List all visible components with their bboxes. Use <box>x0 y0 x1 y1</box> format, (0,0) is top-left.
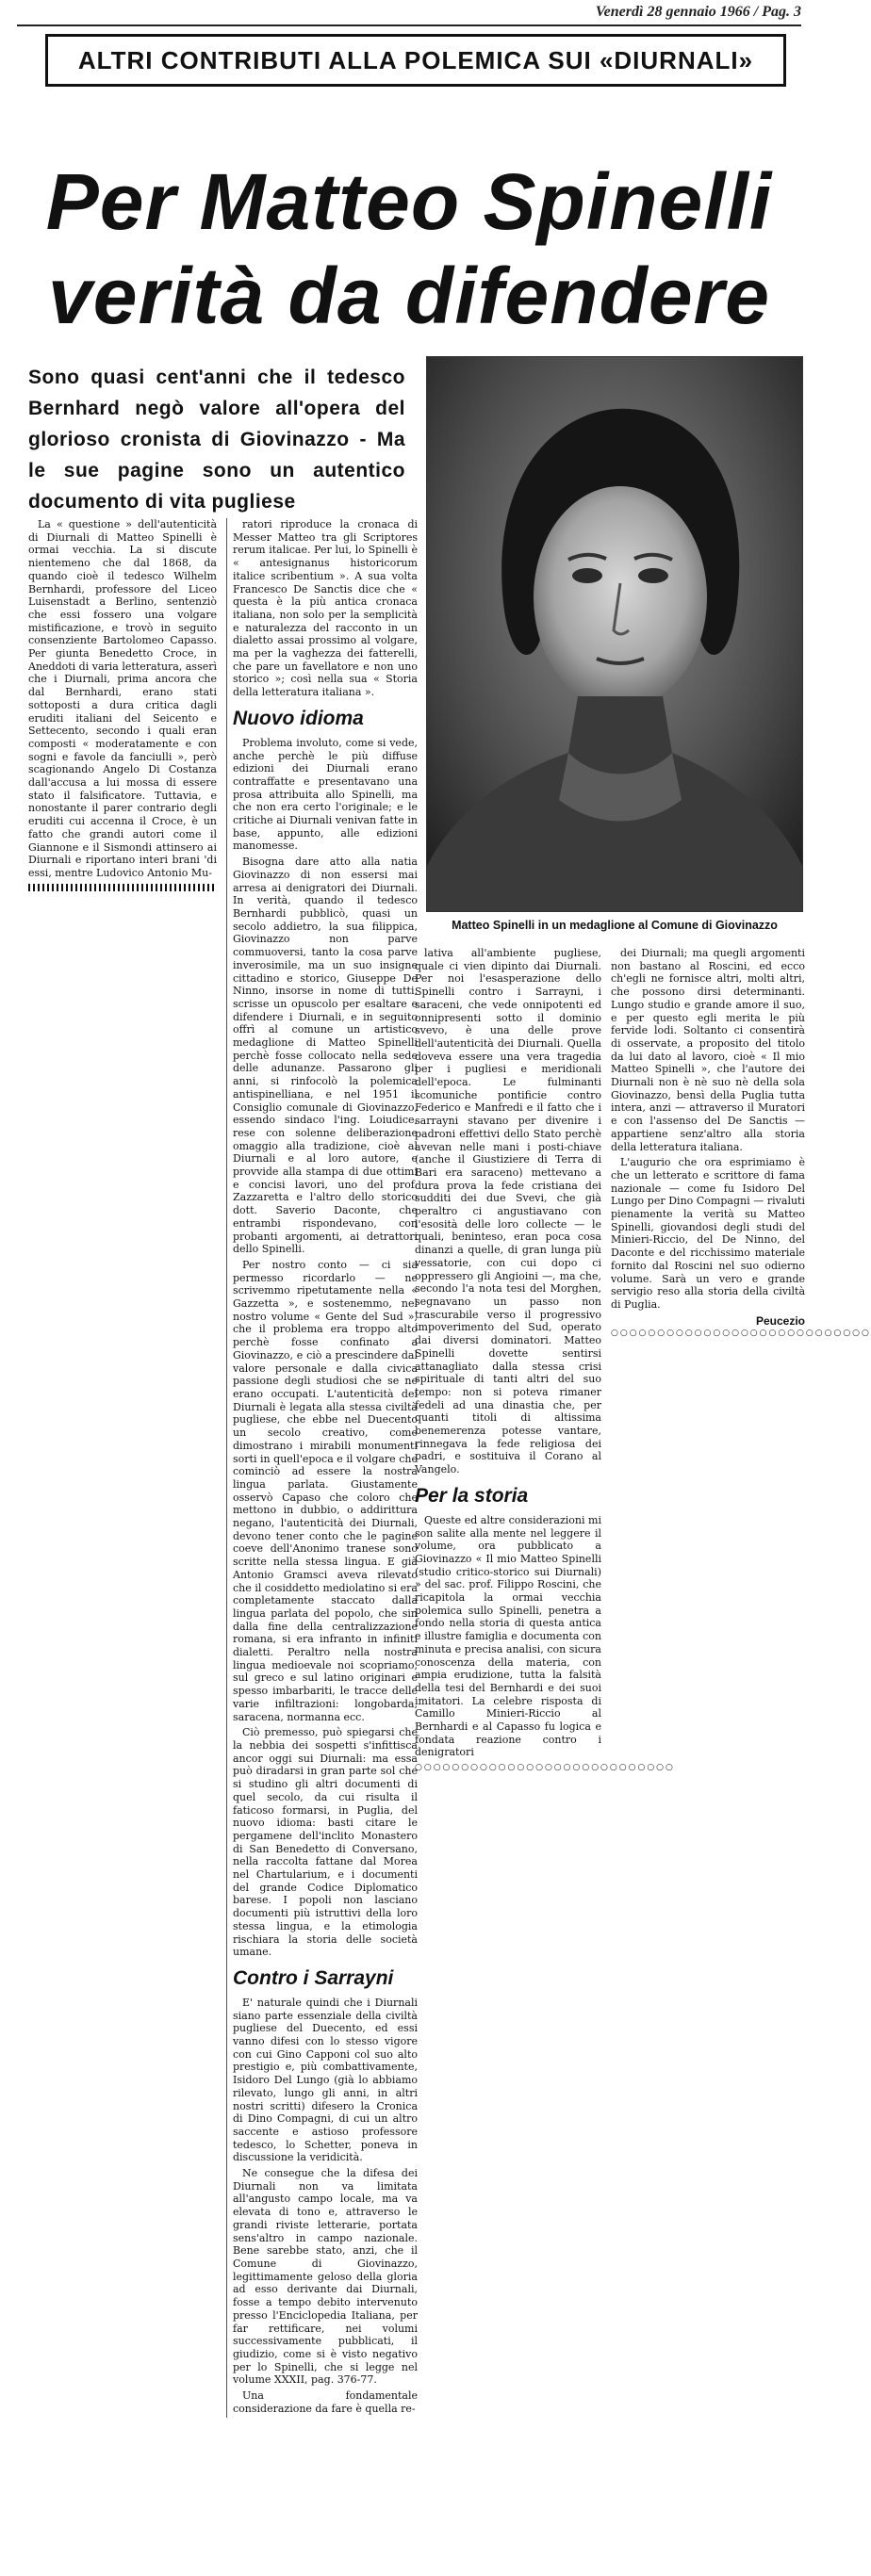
portrait-medallion-image <box>427 357 802 911</box>
paragraph: E' naturale quindi che i Diurnali siano parte essenziale della civiltà pugliese del Duecento, ed essi vanno difesi con lo stesso vigore con cui Gino Capponi col suo alto prestigio e, più combattivamente, Isidoro Del Lungo (già lo abbiamo rilevato, lungo gli anni, in altri nostri scritti) difesero la Cronica di Dino Compagni, di cui un altro saccente e astioso professore tedesco, lo Schetter, poneva in discussione la veridicità. <box>233 1996 418 2164</box>
author-signature: Peucezio <box>755 1313 805 1328</box>
paragraph: Problema involuto, come si vede, anche perchè le più diffuse edizioni dei Diurnali erano contraffatte e presentavano una prosa attribuita allo Spinelli, ma che non era certo l'originale; e le critiche ai Diurnali venivan fatte in base, appunto, alle edizioni manomesse. <box>233 736 418 853</box>
article-column-1 <box>28 518 217 895</box>
column-divider: ○○○○○○○○○○○○○○○○○○○○○○○○○○○○ <box>611 1329 871 1339</box>
article-column-4 <box>611 947 871 1341</box>
paragraph: lativa all'ambiente pugliese, quale ci vien dipinto dai Diurnali. Per noi l'esasperazione dello Spinelli contro i Sarrayni, i saraceni, che vede onnipotenti ed onnipresenti sotto il dominio svevo, è una delle prove dell'autenticità dei Diurnali. Quella doveva essere una vera tragedia per i pugliesi e meridionali dell'epoca. Le fulminanti scomuniche pontificie contro Federico e Manfredi e il fatto che i sarrayni stavano per divenire i padroni effettivi dello Stato perchè avevan nelle mani i posti-chiave (anche il Giustiziere di Terra di Bari era saraceno) mettevano a dura prova la fede cristiana dei sudditi dei due Svevi, che già peraltro ci angustiavano con l'esosità delle loro collecte — le quali, beninteso, eran poca cosa dinanzi a quelle, di gran lunga più vessatorie, con cui dopo ci oppressero gli Angioini —, ma che, secondo l'a nota tesi del Morghen, segnavano un passo non trascurabile verso il progressivo impoverimento del Sud, operato dai diversi dominatori. Matteo Spinelli dovette sentirsi attanagliato dalla stessa crisi spirituale di tanti altri del suo tempo: non si poteva rimaner fedeli ad una dinastia che, per quanti titoli di altissima benemerenza potesse vantare, rinnegava la fede religiosa dei padri, e sostituiva il Corano al Vangelo. <box>415 947 601 1476</box>
paragraph: Per nostro conto — ci sia permesso ricordarlo — ne scrivemmo ripetutamente nella « Gazzetta », e sostenemmo, nel nostro volume « Gente del Sud », che il problema era troppo alto perchè fosse confinato a Giovinazzo, e ciò a prescindere dal valore personale e dalla civica passione degli studiosi che se ne erano occupati. L'autenticità dei Diurnali è legata alla stessa civiltà pugliese, che ebbe nel Duecento un secolo creativo, come dimostrano i mirabili monumenti sorti in quell'epoca e il volgare che cominciò ad essere la nostra lingua parlata. Giustamente osservò Capaso che coloro che mettono in dubbio, o addirittura negano, l'autenticità dei Diurnali, devono tener conto che le pagine coeve dell'Anonimo tranese sono scritte nella stessa lingua. E già Antonio Gramsci aveva rilevato che il cosiddetto mediolatino si era completamente staccato dalla lingua parlata del popolo, che sin dalla fine della centralizzazione romana, si era infranto in infiniti dialetti. Peraltro nella nostra lingua medioevale noi scopriamo, sul greco e sul latino originari e spesso imbarbariti, le tracce delle varie infiltrazioni: longobarda, saracena, normanna ecc. <box>233 1258 418 1723</box>
section-heading: Nuovo idioma <box>233 707 364 729</box>
article-column-2 <box>226 518 418 2418</box>
column-divider: ○○○○○○○○○○○○○○○○○○○○○○○○○○○○ <box>415 1763 675 1773</box>
headline-line-2: verità da difendere <box>48 252 770 340</box>
subheadline: Sono quasi cent'anni che il tedesco Bernhard negò valore all'opera del glorioso cronista di Giovinazzo - Ma le sue pagine sono un autentico documento di vita pugliese <box>28 367 405 513</box>
paragraph: Queste ed altre considerazioni mi son salite alla mente nel leggere il volume, ora pubblicato a Giovinazzo « Il mio Matteo Spinelli (studio critico-storico sui Diurnali) » del sac. prof. Filippo Roscini, che ricapitola la ormai vecchia polemica sullo Spinelli, penetra a fondo nella storia di questa antica e illustre famiglia e documenta con minuta e precisa analisi, con sicura conoscenza della materia, con ampia erudizione, tutta la falsità della tesi del Bernhardi e dei suoi imitatori. La celebre risposta di Camillo Minieri-Riccio al Bernhardi e al Capasso fu logica e fondata reazione contro i denigratori <box>415 1513 601 1759</box>
article-column-3 <box>415 947 675 1775</box>
paragraph: L'augurio che ora esprimiamo è che un letterato e scrittore di fama nazionale — come fu Isidoro Del Lungo per Dino Compagni — rivaluti pienamente la verità su Matteo Spinelli, giovandosi degli studi del Minieri-Riccio, del De Ninno, del Daconte e del ricchissimo materiale fornito dal Roscini nel suo odierno volume. Sarà un vero e grande servigio reso alla storia della civiltà di Puglia. <box>611 1156 805 1311</box>
headline-line-1: Per Matteo Spinelli <box>45 157 773 246</box>
section-heading: Per la storia <box>415 1484 529 1507</box>
paragraph: Ciò premesso, può spiegarsi che la nebbia dei sospetti s'infittisca ancor oggi sui Diurnali: ma essa può diradarsi in gran parte sol che si studino gli altri documenti di quel secolo, da cui risulta il faticoso formarsi, in Puglia, del nuovo idioma: basti citare le pergamene dell'inclito Monastero di San Benedetto di Conversano, nella raccolta fattane dal Morea nel Chartularium, e i documenti del grande Codice Diplomatico barese. I popoli non lasciano documenti più istruttivi della loro stessa lingua, e la etimologia rischiara la storia delle società umane. <box>233 1726 418 1959</box>
paragraph: Una fondamentale considerazione da fare è quella re- <box>233 2389 418 2415</box>
paragraph: ratori riproduce la cronaca di Messer Matteo tra gli Scriptores rerum italicae. Per lui, lo Spinelli è « antesignanus historicorum italice scribentium ». A sua volta Francesco De Sanctis dice che « questa è la più antica cronaca italiana, non solo per la semplicità e naturalezza del racconto in un dialetto assai prossimo al volgare, ma per la vaghezza dei fatterelli, che pare un favellatore e non uno storico »; così nella sua « Storia della letteratura italiana ». <box>233 518 418 699</box>
header-rule <box>17 24 801 26</box>
portrait-photo <box>426 356 803 912</box>
page-header: Venerdì 28 gennaio 1966 / Pag. 3 <box>595 4 801 20</box>
photo-caption: Matteo Spinelli in un medaglione al Comune di Giovinazzo <box>452 919 778 932</box>
section-banner: ALTRI CONTRIBUTI ALLA POLEMICA SUI «DIURNALI» <box>45 34 786 87</box>
paragraph: dei Diurnali; ma quegli argomenti non bastano al Roscini, ed ecco ch'egli ne fornisce altri, molti altri, che possono dirsi determinanti. Lungo studio e grande amore il suo, e per questo egli merita le più fervide lodi. Soltanto ci consentirà di osservate, a proposito del titolo da lui dato al lavoro, cioè « Il mio Matteo Spinelli », che l'autore dei Diurnali non è nè suo nè della sola Giovinazzo, bensì della Puglia tutta intera, anzi — attraverso il Muratori e con l'assenso del De Sanctis — appartiene senz'altro alla storia della letteratura italiana. <box>611 947 805 1153</box>
column-divider <box>28 884 217 891</box>
paragraph: Bisogna dare atto alla natia Giovinazzo di non essersi mai arresa ai denigratori dei Diurnali. In verità, quando il tedesco Bernhardi pubblicò, quasi un secolo addietro, la sua filippica, Giovinazzo non parve commuoversi, tanto la cosa parve inverosimile, ma un suo insigne cittadino e storico, Giuseppe De Ninno, insorse in nome di tutti, scrisse un opuscolo per esaltare e difendere i Diurnali, e in seguito offrì al comune un artistico medaglione di Matteo Spinelli perchè fosse collocato nella sede delle adunanze. Passarono gli anni, si rinfocolò la polemica antispinelliana, e nel 1951 il Consiglio comunale di Giovinazzo, essendo sindaco l'ing. Loiudice, rese con solenne deliberazione omaggio alla tradizione, cioè al Diurnali e al loro autore, e provvide alla stampa di due ottimi e concisi lavori, uno del prof. Zazzaretta e l'altro dello storico dott. Saverio Daconte, che entrambi rispondevano, con probanti argomenti, ai detrattori dello Spinelli. <box>233 856 418 1256</box>
paragraph: Ne consegue che la difesa dei Diurnali non va limitata all'angusto campo locale, ma va elevata di tono e, attraverso le grandi riviste letterarie, portata sens'altro in campo nazionale. Bene sarebbe stato, anzi, che il Comune di Giovinazzo, legittimamente geloso della gloria ad esso derivante dai Diurnali, fosse a tempo debito intervenuto presso l'Enciclopedia Italiana, per far rettificare, nei volumi successivamente pubblicati, il giudizio, come si è visto negativo per lo Spinelli, che si legge nel volume XXXII, pag. 376-77. <box>233 2167 418 2387</box>
section-heading: Contro i Sarrayni <box>233 1966 394 1989</box>
paragraph: La « questione » dell'autenticità di Diurnali di Matteo Spinelli è ormai vecchia. La si discute nientemeno che dal 1868, da quando cioè il tedesco Wilhelm Bernhardi, professore del Liceo Luisenstadt a Berlino, sentenziò che essi fossero una volgare mistificazione, e trovò in seguito consenziente Bartolomeo Capasso. Per giunta Benedetto Croce, in Aneddoti di varia letteratura, asserì che i Diurnali, prima ancora che dal Bernhardi, erano stati sottoposti a dura critica dagli eruditi italiani del Seicento e Settecento, secondo i quali eran composti « moderatamente e con sogni e favole da fanciulli », però scagionando Angelo Di Costanza dall'accusa a lui mossa di essere stato il falsificatore. Tuttavia, e nonostante il parer contrario degli eruditi cui accenna il Croce, è un fatto che grandi autori come il Giannone e il Sismondi attinsero ai Diurnali e riportano interi brani 'di essi, mentre Ludovico Antonio Mu- <box>28 518 217 879</box>
